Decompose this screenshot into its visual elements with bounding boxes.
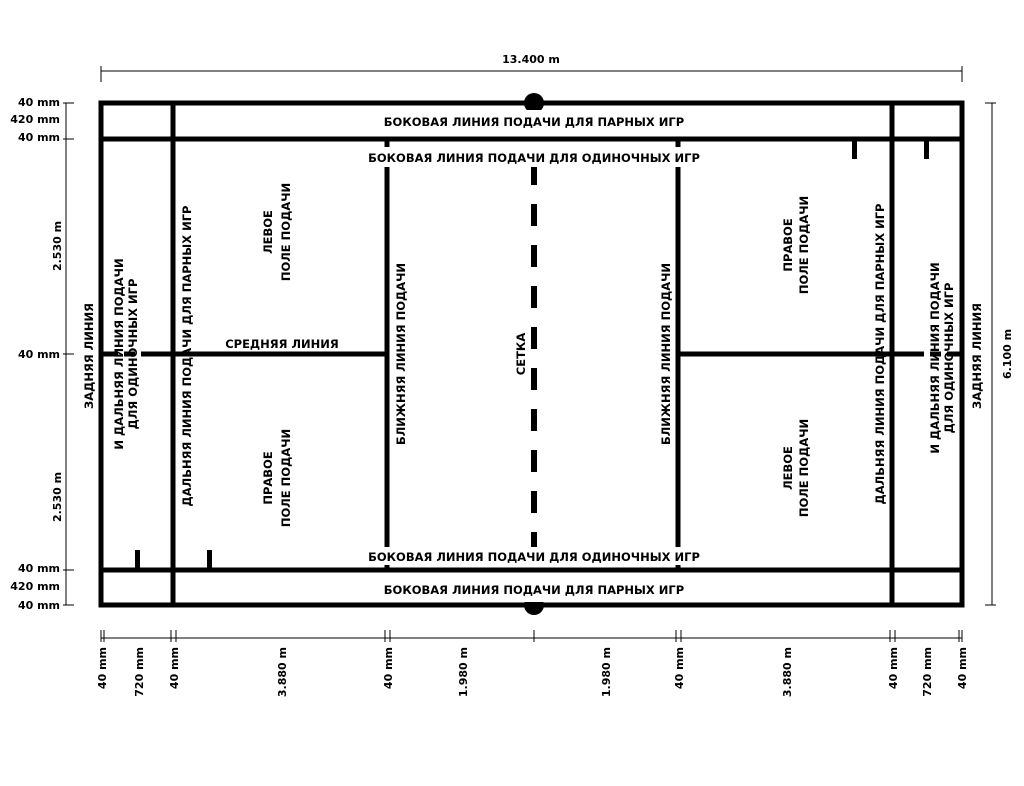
hdim-front-right: 1.980 m — [600, 647, 613, 698]
center-line-label: СРЕДНЯЯ ЛИНИЯ — [225, 337, 339, 351]
vdim-top-line-1: 40 mm — [17, 96, 60, 109]
vdim-bottom-line-1: 40 mm — [17, 562, 60, 575]
bottom-dimensions — [96, 630, 969, 697]
left-field-label-bottom-right-1: ЛЕВОЕ — [781, 446, 795, 490]
left-field-label-top-left-1: ЛЕВОЕ — [261, 210, 275, 254]
long-singles-label-left-1: И ДАЛЬНЯЯ ЛИНИЯ ПОДАЧИ — [112, 258, 126, 450]
long-doubles-label-right: ДАЛЬНЯЯ ЛИНИЯ ПОДАЧИ ДЛЯ ПАРНЫХ ИГР — [873, 203, 887, 505]
long-singles-label-right-2: ДЛЯ ОДИНОЧНЫХ ИГР — [942, 282, 956, 434]
vdim-lower-half: 2.530 m — [51, 471, 64, 523]
net-label: СЕТКА — [514, 332, 528, 376]
hdim-back-zone-left: 720 mm — [133, 647, 146, 697]
left-field-label-top-left-2: ПОЛЕ ПОДАЧИ — [279, 182, 293, 282]
singles-side-service-label-bottom: БОКОВАЯ ЛИНИЯ ПОДАЧИ ДЛЯ ОДИНОЧНЫХ ИГР — [368, 550, 700, 564]
short-service-label-right: БЛИЖНЯЯ ЛИНИЯ ПОДАЧИ — [659, 262, 673, 446]
vdim-bottom-line-2: 40 mm — [17, 599, 60, 612]
hdim-front-left: 1.980 m — [457, 647, 470, 698]
left-dimensions — [10, 96, 74, 612]
short-service-label-left: БЛИЖНЯЯ ЛИНИЯ ПОДАЧИ — [394, 262, 408, 446]
right-field-label-bottom-left-1: ПРАВОЕ — [261, 451, 275, 505]
hdim-line-5: 40 mm — [887, 647, 900, 690]
doubles-side-service-label-bottom: БОКОВАЯ ЛИНИЯ ПОДАЧИ ДЛЯ ПАРНЫХ ИГР — [383, 583, 685, 597]
doubles-side-service-label-top: БОКОВАЯ ЛИНИЯ ПОДАЧИ ДЛЯ ПАРНЫХ ИГР — [383, 115, 685, 129]
hdim-back-zone-right: 720 mm — [921, 647, 934, 697]
hdim-line-6: 40 mm — [956, 647, 969, 690]
vdim-upper-half: 2.530 m — [51, 220, 64, 272]
hdim-service-left: 3.880 m — [276, 647, 289, 698]
right-field-label-bottom-left-2: ПОЛЕ ПОДАЧИ — [279, 428, 293, 528]
hdim-line-4: 40 mm — [673, 647, 686, 690]
hdim-line-3: 40 mm — [382, 647, 395, 690]
right-field-label-top-right-2: ПОЛЕ ПОДАЧИ — [797, 195, 811, 295]
total-length-dimension — [101, 53, 962, 82]
long-singles-label-left-2: ДЛЯ ОДИНОЧНЫХ ИГР — [126, 278, 140, 430]
vdim-top-line-2: 40 mm — [17, 131, 60, 144]
hdim-service-right: 3.880 m — [781, 647, 794, 698]
right-field-label-top-right-1: ПРАВОЕ — [781, 218, 795, 272]
singles-side-service-label-top: БОКОВАЯ ЛИНИЯ ПОДАЧИ ДЛЯ ОДИНОЧНЫХ ИГР — [368, 151, 700, 165]
vdim-bottom-alley: 420 mm — [10, 580, 60, 593]
total-width-dimension — [985, 103, 1014, 605]
hdim-line-1: 40 mm — [96, 647, 109, 690]
hdim-line-2: 40 mm — [168, 647, 181, 690]
back-line-label-left: ЗАДНЯЯ ЛИНИЯ — [82, 303, 96, 409]
total-width-label: 6.100 m — [1001, 328, 1014, 380]
total-length-label: 13.400 m — [502, 53, 560, 66]
long-doubles-label-left: ДАЛЬНЯЯ ЛИНИЯ ПОДАЧИ ДЛЯ ПАРНЫХ ИГР — [180, 205, 194, 507]
vdim-center-line: 40 mm — [17, 348, 60, 361]
vdim-top-alley: 420 mm — [10, 113, 60, 126]
back-line-label-right: ЗАДНЯЯ ЛИНИЯ — [970, 303, 984, 409]
left-field-label-bottom-right-2: ПОЛЕ ПОДАЧИ — [797, 418, 811, 518]
long-singles-label-right-1: И ДАЛЬНЯЯ ЛИНИЯ ПОДАЧИ — [928, 262, 942, 454]
